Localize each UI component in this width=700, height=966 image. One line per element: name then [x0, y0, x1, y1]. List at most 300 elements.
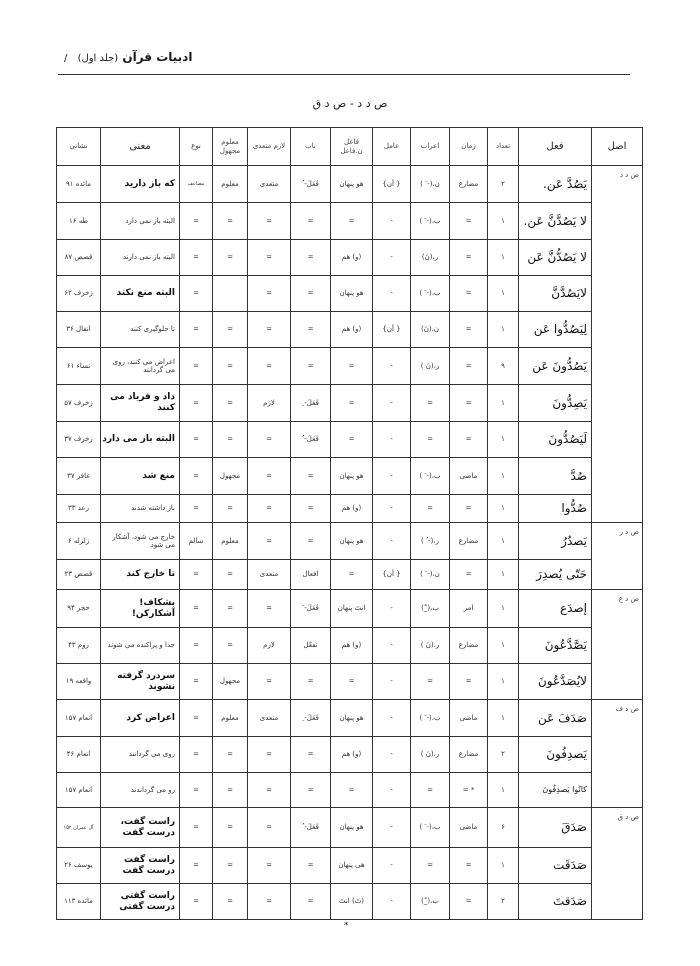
subject-cell: (و) هم [331, 628, 373, 664]
tense-cell: = [450, 848, 488, 884]
tense-cell: = [450, 203, 488, 240]
subject-cell: (تَ) انتَ [331, 884, 373, 920]
meaning-cell: منع شد [101, 458, 180, 495]
pattern-cell: = [291, 773, 331, 808]
book-title-text: ادبیات قرآن [122, 50, 193, 64]
governor-cell: - [373, 884, 411, 920]
meaning-cell: رو می گرداندند [101, 773, 180, 808]
verb-cell: يَصَّدَّعُونَ [519, 628, 592, 664]
meaning-cell: که باز دارید [101, 166, 180, 203]
count-cell: ۱ [488, 203, 519, 240]
type-cell: = [180, 422, 213, 458]
table-row [57, 773, 643, 808]
count-cell: ۹ [488, 348, 519, 385]
voice-cell: معلوم [213, 166, 248, 203]
voice-cell: = [213, 240, 248, 276]
reference-cell: حجر ۹۴ [57, 590, 101, 628]
case-cell: ر،(نَ ) [411, 348, 450, 385]
transitivity-cell: لازم [248, 628, 291, 664]
voice-cell: = [213, 808, 248, 848]
type-cell: = [180, 348, 213, 385]
governor-cell: - [373, 203, 411, 240]
verb-cell: لايَصُدَّنَّ [519, 276, 592, 312]
subject-cell: انتَ پنهان [331, 590, 373, 628]
table-row [57, 240, 643, 276]
case-cell: ب،(- َ ) [411, 276, 450, 312]
pattern-cell: = [291, 737, 331, 773]
tense-cell: = [450, 348, 488, 385]
count-cell: ۱ [488, 523, 519, 560]
pattern-cell: فَعَلَ- ُ [291, 422, 331, 458]
verb-cell: صَدَقَت [519, 848, 592, 884]
transitivity-cell: متعدی [248, 560, 291, 590]
case-cell: = [411, 848, 450, 884]
transitivity-cell: = [248, 240, 291, 276]
reference-cell: روم ۴۳ [57, 628, 101, 664]
case-cell: ن،(- َ ) [411, 166, 450, 203]
subject-cell: (و) هم [331, 737, 373, 773]
pattern-cell: = [291, 848, 331, 884]
reference-cell: رعد ۳۳ [57, 495, 101, 523]
count-cell: ۱ [488, 700, 519, 737]
reference-cell: غافر ۳۷ [57, 458, 101, 495]
governor-cell: - [373, 240, 411, 276]
reference-cell: قصص ۸۷ [57, 240, 101, 276]
root-cell: ص د ف [592, 700, 643, 808]
governor-cell: { أن} [373, 560, 411, 590]
table-row [57, 458, 643, 495]
tense-cell: ماضی [450, 458, 488, 495]
case-cell: ب،(- َ ) [411, 700, 450, 737]
case-cell: ر،(- ُ ) [411, 523, 450, 560]
col-pattern: باب [291, 128, 331, 166]
governor-cell: - [373, 276, 411, 312]
transitivity-cell: = [248, 348, 291, 385]
voice-cell: = [213, 773, 248, 808]
meaning-cell: راست گفت درست گفت [101, 848, 180, 884]
case-cell: = [411, 422, 450, 458]
tense-cell: = [450, 422, 488, 458]
case-cell: ب،(- َ ) [411, 203, 450, 240]
meaning-cell: تا جلوگیری کنند [101, 312, 180, 348]
type-cell: = [180, 495, 213, 523]
pattern-cell: فَعَلَ- ِ [291, 385, 331, 422]
meaning-cell: خارج می شود، آشکار می شود [101, 523, 180, 560]
count-cell: ۱ [488, 312, 519, 348]
col-type: نوع [180, 128, 213, 166]
count-cell: ۱ [488, 495, 519, 523]
root-cell: ص د ق [592, 808, 643, 920]
table-row [57, 560, 643, 590]
count-cell: ۱ [488, 560, 519, 590]
page-marker: / [64, 53, 68, 64]
table-row [57, 700, 643, 737]
table-row [57, 495, 643, 523]
case-cell: ب،(- َ ) [411, 458, 450, 495]
subject-cell: = [331, 348, 373, 385]
reference-cell: قصص ۲۳ [57, 560, 101, 590]
tense-cell: امر [450, 590, 488, 628]
tense-cell: = [450, 560, 488, 590]
transitivity-cell: = [248, 737, 291, 773]
book-title [64, 50, 192, 64]
meaning-cell: باز داشته شدند [101, 495, 180, 523]
meaning-cell: تا خارج کند [101, 560, 180, 590]
pattern-cell: تفعّل [291, 628, 331, 664]
table-row [57, 737, 643, 773]
table-row [57, 808, 643, 848]
meaning-cell: البته باز می دارد [101, 422, 180, 458]
count-cell: ۶ [488, 808, 519, 848]
col-voice: معلوم مجهول [213, 128, 248, 166]
governor-cell: - [373, 458, 411, 495]
table-row [57, 276, 643, 312]
count-cell: ۱ [488, 385, 519, 422]
type-cell: = [180, 700, 213, 737]
tense-cell: مضارع [450, 737, 488, 773]
header-rule [58, 74, 630, 75]
verb-cell: يَصُدَّ عَن. [519, 166, 592, 203]
type-cell: = [180, 884, 213, 920]
case-cell: ر،(نَ ) [411, 737, 450, 773]
count-cell: ۱ [488, 590, 519, 628]
reference-cell: طه ۱۶ [57, 203, 101, 240]
table-row [57, 203, 643, 240]
subject-cell: (و) هم [331, 495, 373, 523]
count-cell: ۱ [488, 240, 519, 276]
voice-cell: = [213, 312, 248, 348]
voice-cell: = [213, 495, 248, 523]
pattern-cell: = [291, 884, 331, 920]
tense-cell: مضارع [450, 523, 488, 560]
transitivity-cell: = [248, 664, 291, 700]
transitivity-cell: = [248, 523, 291, 560]
case-cell: ب،(_ْ) [411, 884, 450, 920]
case-cell: ن،(نَ) [411, 312, 450, 348]
col-tense: زمان [450, 128, 488, 166]
type-cell: = [180, 808, 213, 848]
pattern-cell: افعال [291, 560, 331, 590]
meaning-cell: داد و فریاد می کنند [101, 385, 180, 422]
col-governor: عامل [373, 128, 411, 166]
col-reference: نشانی [57, 128, 101, 166]
meaning-cell: بشکاف! آشکارکن! [101, 590, 180, 628]
section-title: ص د د - ص د ق [312, 97, 388, 110]
pattern-cell: فَعَلَ- ُ [291, 166, 331, 203]
verb-cell: صُدُّوا [519, 495, 592, 523]
reference-cell: انفال ۳۶ [57, 312, 101, 348]
type-cell: = [180, 773, 213, 808]
subject-cell: هو پنهان [331, 458, 373, 495]
tense-cell: = [450, 385, 488, 422]
subject-cell: = [331, 773, 373, 808]
table-header-row [57, 128, 643, 166]
subject-cell: هو پنهان [331, 276, 373, 312]
tense-cell: * = [450, 773, 488, 808]
table-row [57, 523, 643, 560]
transitivity-cell: = [248, 590, 291, 628]
meaning-cell: البته باز نمی دارند [101, 240, 180, 276]
type-cell: = [180, 848, 213, 884]
transitivity-cell: = [248, 422, 291, 458]
count-cell: ۲ [488, 166, 519, 203]
reference-cell: نساء ۶۱ [57, 348, 101, 385]
reference-cell: انعام ۱۵۷ [57, 700, 101, 737]
transitivity-cell: = [248, 808, 291, 848]
case-cell: ب،(- َ ) [411, 808, 450, 848]
pattern-cell: فَعَلَ- َ [291, 590, 331, 628]
governor-cell: - [373, 348, 411, 385]
governor-cell: - [373, 737, 411, 773]
meaning-cell: اعراض کرد [101, 700, 180, 737]
type-cell: = [180, 385, 213, 422]
voice-cell: = [213, 422, 248, 458]
count-cell: ۱ [488, 848, 519, 884]
table-row [57, 422, 643, 458]
transitivity-cell: لازم [248, 385, 291, 422]
verb-cell: يَصِدُّونَ [519, 385, 592, 422]
reference-cell: زلزله ۶ [57, 523, 101, 560]
governor-cell: - [373, 808, 411, 848]
tense-cell: ماضی [450, 700, 488, 737]
voice-cell [213, 276, 248, 312]
pattern-cell: = [291, 203, 331, 240]
reference-cell: مائده ۱۱۳ [57, 884, 101, 920]
subject-cell: = [331, 664, 373, 700]
col-transitivity: لازم متعدی [248, 128, 291, 166]
count-cell: ۲ [488, 884, 519, 920]
reference-cell: زخرف ۵۷ [57, 385, 101, 422]
reference-cell: آل عمران ۱۵۲ [57, 808, 101, 848]
transitivity-cell: = [248, 884, 291, 920]
pattern-cell: = [291, 276, 331, 312]
tense-cell: = [450, 240, 488, 276]
type-cell: مضاعف [180, 166, 213, 203]
tense-cell: ماضی [450, 808, 488, 848]
voice-cell: = [213, 560, 248, 590]
type-cell: = [180, 560, 213, 590]
transitivity-cell: = [248, 495, 291, 523]
table-row [57, 628, 643, 664]
subject-cell: = [331, 422, 373, 458]
transitivity-cell: = [248, 312, 291, 348]
col-meaning: معنی [101, 128, 180, 166]
voice-cell: = [213, 848, 248, 884]
col-case: اعراب [411, 128, 450, 166]
verb-cell: يَصدِفُونَ [519, 737, 592, 773]
pattern-cell: = [291, 664, 331, 700]
verb-cell: يَصُدُّونَ عَن [519, 348, 592, 385]
pattern-cell: = [291, 495, 331, 523]
governor-cell: - [373, 700, 411, 737]
root-cell: ص د ر [592, 523, 643, 590]
voice-cell: = [213, 203, 248, 240]
verb-cell: لا يَصُدَّنَّ عَن. [519, 203, 592, 240]
subject-cell: هو پنهان [331, 700, 373, 737]
count-cell: ۱ [488, 664, 519, 700]
pattern-cell: = [291, 523, 331, 560]
tense-cell: = [450, 495, 488, 523]
case-cell: ر،(نَ ) [411, 628, 450, 664]
tense-cell: مضارع [450, 166, 488, 203]
type-cell: = [180, 276, 213, 312]
meaning-cell: اعراض می کنند، روی می گردانند [101, 348, 180, 385]
type-cell: = [180, 590, 213, 628]
governor-cell: { أن} [373, 166, 411, 203]
type-cell: سالم [180, 523, 213, 560]
subject-cell: (و) هم [331, 312, 373, 348]
meaning-cell: البته باز نمی دارد [101, 203, 180, 240]
volume-label: (جلد اول) [77, 53, 119, 64]
transitivity-cell: = [248, 773, 291, 808]
verb-table [56, 127, 643, 920]
table-row [57, 884, 643, 920]
tense-cell: = [450, 312, 488, 348]
verb-cell: لِيَصُدُّوا عَن [519, 312, 592, 348]
subject-cell: (و) هم [331, 240, 373, 276]
case-cell: ن،(- َ ) [411, 560, 450, 590]
verb-cell: صَدَقتَ [519, 884, 592, 920]
footnote-marker: * [344, 921, 349, 931]
verb-cell: لايُصَدَّعُونَ [519, 664, 592, 700]
running-header [58, 48, 630, 68]
tense-cell: مضارع [450, 628, 488, 664]
tense-cell: = [450, 664, 488, 700]
meaning-cell: روی می گردانند [101, 737, 180, 773]
tense-cell: = [450, 884, 488, 920]
col-count: تعداد [488, 128, 519, 166]
root-cell: ص د د [592, 166, 643, 523]
case-cell: = [411, 495, 450, 523]
meaning-cell: راست گفت، درست گفت [101, 808, 180, 848]
count-cell: ۲ [488, 737, 519, 773]
pattern-cell: فَعَلَ- ُ [291, 808, 331, 848]
count-cell: ۱ [488, 628, 519, 664]
type-cell: = [180, 240, 213, 276]
voice-cell: = [213, 348, 248, 385]
table-row [57, 166, 643, 203]
voice-cell: مجهول [213, 664, 248, 700]
transitivity-cell: = [248, 276, 291, 312]
governor-cell: - [373, 523, 411, 560]
governor-cell: { أن} [373, 312, 411, 348]
verb-cell: صَدَفَ عَن [519, 700, 592, 737]
type-cell: = [180, 312, 213, 348]
pattern-cell: = [291, 348, 331, 385]
voice-cell: = [213, 884, 248, 920]
pattern-cell: فَعَلَ- ِ [291, 700, 331, 737]
reference-cell: انعام ۴۶ [57, 737, 101, 773]
verb-cell: حَتّی يُصدِرَ [519, 560, 592, 590]
governor-cell: - [373, 848, 411, 884]
subject-cell: = [331, 385, 373, 422]
pattern-cell: = [291, 458, 331, 495]
table-row [57, 312, 643, 348]
meaning-cell: سردرد گرفته نشوند [101, 664, 180, 700]
reference-cell: واقعه ۱۹ [57, 664, 101, 700]
case-cell: = [411, 773, 450, 808]
transitivity-cell: = [248, 848, 291, 884]
subject-cell: هی پنهان [331, 848, 373, 884]
meaning-cell: البته منع نکند [101, 276, 180, 312]
governor-cell: - [373, 590, 411, 628]
subject-cell: = [331, 560, 373, 590]
count-cell: ۱ [488, 422, 519, 458]
transitivity-cell: متعدی [248, 166, 291, 203]
reference-cell: مائده ۹۱ [57, 166, 101, 203]
voice-cell: معلوم [213, 700, 248, 737]
transitivity-cell: = [248, 458, 291, 495]
governor-cell: - [373, 664, 411, 700]
meaning-cell: جدا و پراکنده می شوند [101, 628, 180, 664]
governor-cell: - [373, 628, 411, 664]
verb-cell: لَيَصُدُّونَ [519, 422, 592, 458]
reference-cell: زخرف ۳۷ [57, 422, 101, 458]
table-body [57, 166, 643, 920]
case-cell: = [411, 664, 450, 700]
type-cell: = [180, 664, 213, 700]
case-cell: ر،(نَ) [411, 240, 450, 276]
voice-cell: = [213, 737, 248, 773]
voice-cell: = [213, 385, 248, 422]
type-cell: = [180, 203, 213, 240]
count-cell: ۱ [488, 458, 519, 495]
reference-cell: یوسف ۲۶ [57, 848, 101, 884]
transitivity-cell: متعدی [248, 700, 291, 737]
subject-cell: = [331, 203, 373, 240]
verb-cell: صُدَّ [519, 458, 592, 495]
voice-cell: مجهول [213, 458, 248, 495]
verb-cell: يَصدُرُ [519, 523, 592, 560]
reference-cell: زخرف ۶۲ [57, 276, 101, 312]
table-row [57, 848, 643, 884]
voice-cell: = [213, 590, 248, 628]
col-root: اصل [592, 128, 643, 166]
governor-cell: - [373, 495, 411, 523]
transitivity-cell: = [248, 203, 291, 240]
governor-cell: - [373, 773, 411, 808]
table-row [57, 385, 643, 422]
col-verb: فعل [519, 128, 592, 166]
count-cell: ۱ [488, 276, 519, 312]
reference-cell: انعام ۱۵۷ [57, 773, 101, 808]
case-cell: ب،(_ْ) [411, 590, 450, 628]
type-cell: = [180, 628, 213, 664]
type-cell: = [180, 458, 213, 495]
meaning-cell: راست گفتی درست گفتی [101, 884, 180, 920]
verb-cell: لا يَصُدُّنَّ عَن [519, 240, 592, 276]
table-row [57, 590, 643, 628]
verb-cell: صَدَقَ [519, 808, 592, 848]
subject-cell: هو پنهان [331, 166, 373, 203]
root-cell: ص د ع [592, 590, 643, 700]
count-cell: ۱ [488, 773, 519, 808]
table-row [57, 348, 643, 385]
subject-cell: هو پنهان [331, 523, 373, 560]
voice-cell: = [213, 628, 248, 664]
governor-cell: - [373, 385, 411, 422]
type-cell: = [180, 737, 213, 773]
case-cell: = [411, 385, 450, 422]
pattern-cell: = [291, 240, 331, 276]
pattern-cell: = [291, 312, 331, 348]
verb-cell: إصدَع [519, 590, 592, 628]
verb-cell: كانُوا يَصدِفُونَ [519, 773, 592, 808]
voice-cell: معلوم [213, 523, 248, 560]
subject-cell: هو پنهان [331, 808, 373, 848]
table-row [57, 664, 643, 700]
col-subject: فاعل ن.فاعل [331, 128, 373, 166]
